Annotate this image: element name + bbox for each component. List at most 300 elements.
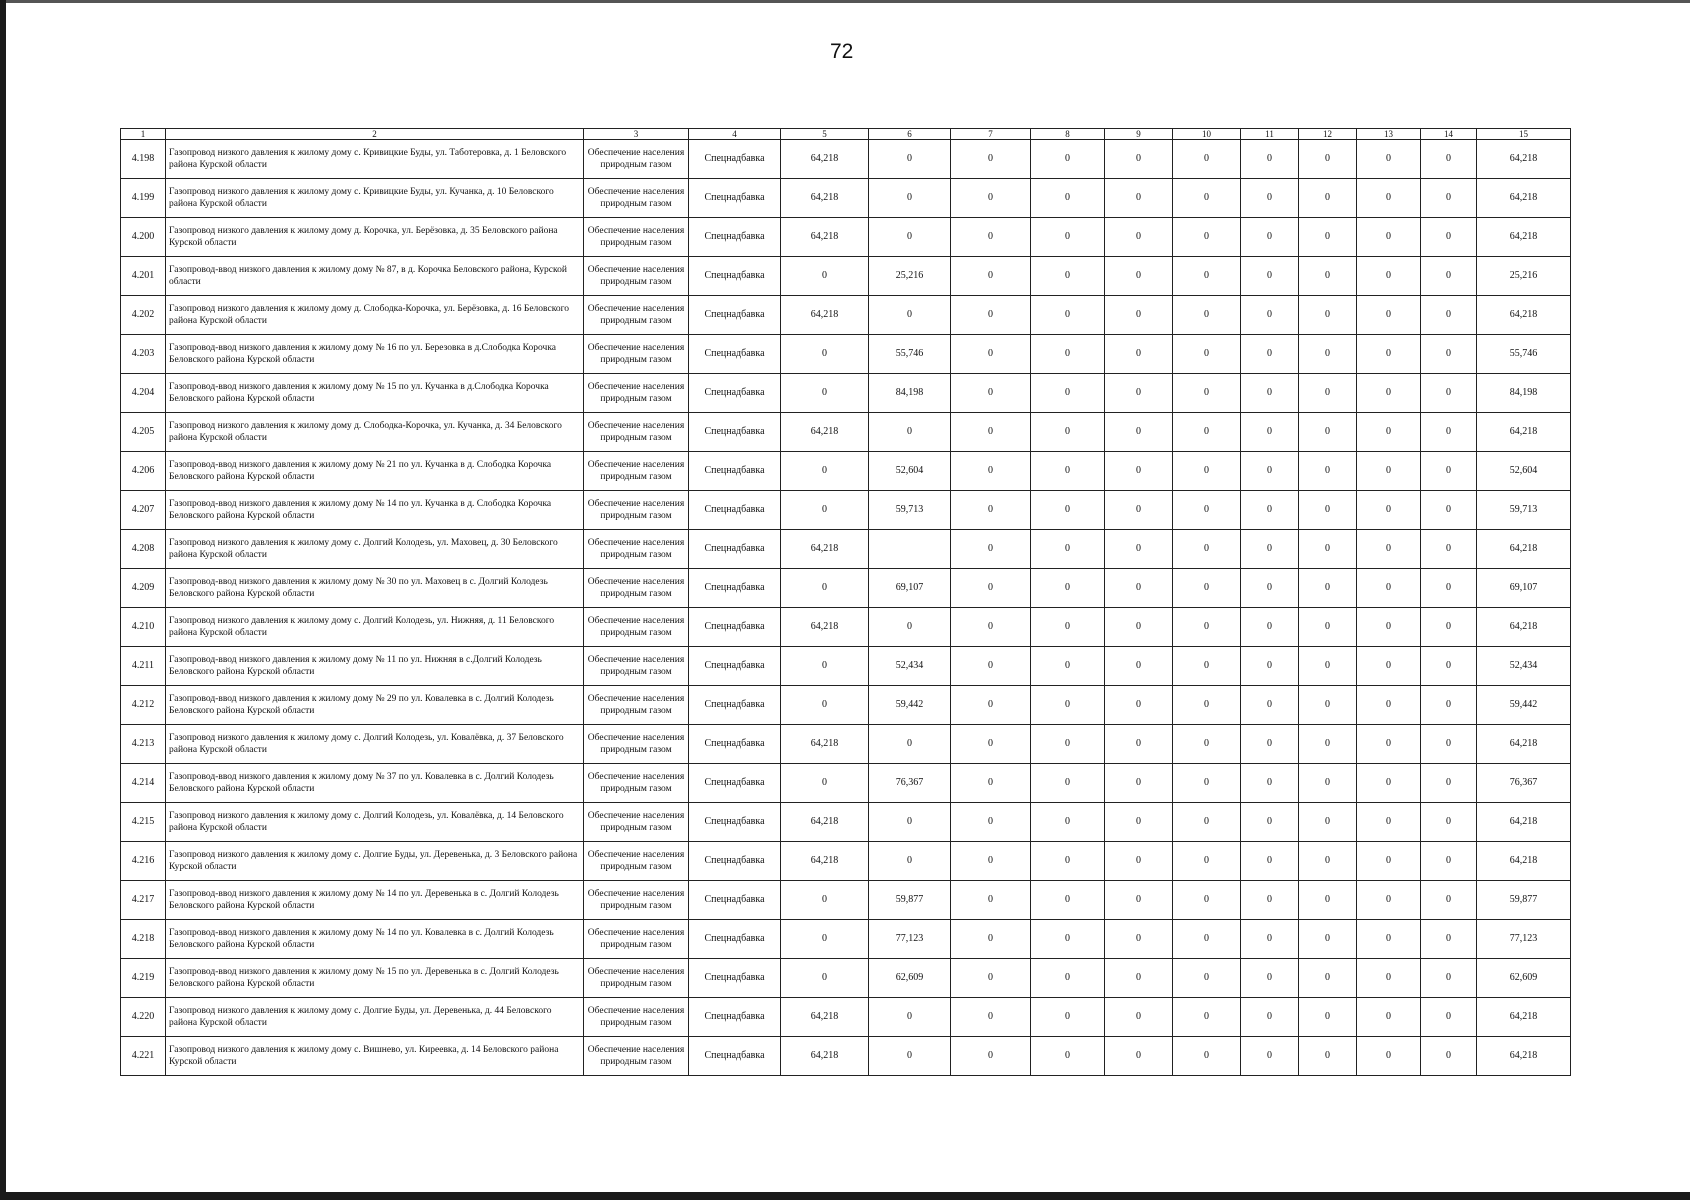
value-col-12-cell: 0: [1299, 1037, 1357, 1076]
page-left-edge: [0, 0, 6, 1200]
table-row: [121, 413, 1571, 452]
value-col-10-cell: 0: [1173, 179, 1241, 218]
object-name-cell: Газопровод-ввод низкого давления к жилому дому № 30 по ул. Маховец в с. Долгий Колодезь Беловского района Курской области: [166, 569, 584, 608]
value-col-13-cell: 0: [1357, 374, 1421, 413]
page-top-edge: [0, 0, 1690, 3]
value-col-14-cell: 0: [1421, 179, 1477, 218]
value-col-7-cell: 0: [951, 1037, 1031, 1076]
funding-source-cell: Спецнадбавка: [689, 491, 781, 530]
value-col-10-cell: 0: [1173, 608, 1241, 647]
row-id-cell: 4.202: [121, 296, 166, 335]
value-col-9-cell: 0: [1105, 764, 1173, 803]
value-col-10-cell: 0: [1173, 413, 1241, 452]
value-col-13-cell: 0: [1357, 764, 1421, 803]
value-col-14-cell: 0: [1421, 764, 1477, 803]
value-col-14-cell: 0: [1421, 881, 1477, 920]
funding-source-cell: Спецнадбавка: [689, 218, 781, 257]
value-col-14-cell: 0: [1421, 647, 1477, 686]
value-col-9-cell: 0: [1105, 530, 1173, 569]
value-col-10-cell: 0: [1173, 374, 1241, 413]
value-col-7-cell: 0: [951, 530, 1031, 569]
value-col-12-cell: 0: [1299, 686, 1357, 725]
value-col-5-cell: 64,218: [781, 179, 869, 218]
value-col-8-cell: 0: [1031, 920, 1105, 959]
object-name-cell: Газопровод-ввод низкого давления к жилому дому № 15 по ул. Кучанка в д.Слободка Корочка Беловского района Курской области: [166, 374, 584, 413]
value-col-12-cell: 0: [1299, 881, 1357, 920]
table-row: [121, 608, 1571, 647]
table-body: [121, 140, 1571, 1076]
value-col-11-cell: 0: [1241, 1037, 1299, 1076]
purpose-cell: Обеспечение населения природным газом: [584, 296, 689, 335]
row-id-cell: 4.204: [121, 374, 166, 413]
value-col-6-cell: 0: [869, 413, 951, 452]
value-col-13-cell: 0: [1357, 335, 1421, 374]
value-col-5-cell: 0: [781, 764, 869, 803]
value-col-7-cell: 0: [951, 569, 1031, 608]
value-col-8-cell: 0: [1031, 218, 1105, 257]
value-col-10-cell: 0: [1173, 257, 1241, 296]
row-id-cell: 4.207: [121, 491, 166, 530]
value-col-12-cell: 0: [1299, 218, 1357, 257]
value-col-14-cell: 0: [1421, 413, 1477, 452]
row-id-cell: 4.210: [121, 608, 166, 647]
value-col-10-cell: 0: [1173, 530, 1241, 569]
value-col-10-cell: 0: [1173, 842, 1241, 881]
value-col-14-cell: 0: [1421, 569, 1477, 608]
object-name-cell: Газопровод низкого давления к жилому дому с. Долгие Буды, ул. Деревенька, д. 44 Беловского района Курской области: [166, 998, 584, 1037]
value-col-8-cell: 0: [1031, 374, 1105, 413]
value-col-11-cell: 0: [1241, 998, 1299, 1037]
page-bottom-edge: [0, 1192, 1690, 1200]
value-col-8-cell: 0: [1031, 296, 1105, 335]
column-header: 10: [1173, 129, 1241, 140]
value-col-14-cell: 0: [1421, 725, 1477, 764]
value-col-5-cell: 0: [781, 881, 869, 920]
value-col-11-cell: 0: [1241, 803, 1299, 842]
value-col-9-cell: 0: [1105, 296, 1173, 335]
value-col-11-cell: 0: [1241, 842, 1299, 881]
column-header: 11: [1241, 129, 1299, 140]
value-col-5-cell: 64,218: [781, 803, 869, 842]
object-name-cell: Газопровод низкого давления к жилому дому с. Вишнево, ул. Киреевка, д. 14 Беловского района Курской области: [166, 1037, 584, 1076]
value-col-6-cell: 84,198: [869, 374, 951, 413]
total-value-cell: 59,713: [1477, 491, 1571, 530]
column-number-row: [121, 129, 1571, 140]
value-col-7-cell: 0: [951, 335, 1031, 374]
value-col-11-cell: 0: [1241, 335, 1299, 374]
value-col-12-cell: 0: [1299, 335, 1357, 374]
value-col-7-cell: 0: [951, 959, 1031, 998]
value-col-9-cell: 0: [1105, 647, 1173, 686]
value-col-9-cell: 0: [1105, 881, 1173, 920]
value-col-14-cell: 0: [1421, 998, 1477, 1037]
object-name-cell: Газопровод низкого давления к жилому дому с. Долгий Колодезь, ул. Нижняя, д. 11 Беловского района Курской области: [166, 608, 584, 647]
purpose-cell: Обеспечение населения природным газом: [584, 686, 689, 725]
value-col-10-cell: 0: [1173, 647, 1241, 686]
value-col-10-cell: 0: [1173, 686, 1241, 725]
purpose-cell: Обеспечение населения природным газом: [584, 140, 689, 179]
purpose-cell: Обеспечение населения природным газом: [584, 530, 689, 569]
value-col-13-cell: 0: [1357, 647, 1421, 686]
value-col-11-cell: 0: [1241, 881, 1299, 920]
object-name-cell: Газопровод-ввод низкого давления к жилому дому № 87, в д. Корочка Беловского района, Курской области: [166, 257, 584, 296]
row-id-cell: 4.200: [121, 218, 166, 257]
funding-source-cell: Спецнадбавка: [689, 686, 781, 725]
value-col-6-cell: 62,609: [869, 959, 951, 998]
column-header: 1: [121, 129, 166, 140]
funding-source-cell: Спецнадбавка: [689, 530, 781, 569]
table-row: [121, 959, 1571, 998]
value-col-12-cell: 0: [1299, 413, 1357, 452]
value-col-5-cell: 0: [781, 920, 869, 959]
value-col-5-cell: 0: [781, 647, 869, 686]
value-col-14-cell: 0: [1421, 530, 1477, 569]
value-col-14-cell: 0: [1421, 920, 1477, 959]
table-row: [121, 764, 1571, 803]
row-id-cell: 4.205: [121, 413, 166, 452]
value-col-8-cell: 0: [1031, 569, 1105, 608]
total-value-cell: 76,367: [1477, 764, 1571, 803]
value-col-13-cell: 0: [1357, 725, 1421, 764]
funding-source-cell: Спецнадбавка: [689, 335, 781, 374]
value-col-9-cell: 0: [1105, 608, 1173, 647]
page-number: 72: [830, 40, 854, 63]
value-col-5-cell: 0: [781, 491, 869, 530]
total-value-cell: 77,123: [1477, 920, 1571, 959]
value-col-14-cell: 0: [1421, 959, 1477, 998]
row-id-cell: 4.201: [121, 257, 166, 296]
value-col-8-cell: 0: [1031, 179, 1105, 218]
value-col-12-cell: 0: [1299, 374, 1357, 413]
value-col-9-cell: 0: [1105, 452, 1173, 491]
value-col-6-cell: 0: [869, 803, 951, 842]
column-header: 4: [689, 129, 781, 140]
value-col-13-cell: 0: [1357, 218, 1421, 257]
value-col-7-cell: 0: [951, 179, 1031, 218]
purpose-cell: Обеспечение населения природным газом: [584, 413, 689, 452]
row-id-cell: 4.215: [121, 803, 166, 842]
total-value-cell: 64,218: [1477, 296, 1571, 335]
object-name-cell: Газопровод низкого давления к жилому дому д. Слободка-Корочка, ул. Кучанка, д. 34 Беловского района Курской области: [166, 413, 584, 452]
value-col-12-cell: 0: [1299, 530, 1357, 569]
value-col-8-cell: 0: [1031, 647, 1105, 686]
value-col-7-cell: 0: [951, 803, 1031, 842]
object-name-cell: Газопровод-ввод низкого давления к жилому дому № 29 по ул. Ковалевка в с. Долгий Колодезь Беловского района Курской области: [166, 686, 584, 725]
funding-source-cell: Спецнадбавка: [689, 140, 781, 179]
value-col-8-cell: 0: [1031, 725, 1105, 764]
table-row: [121, 530, 1571, 569]
value-col-8-cell: 0: [1031, 881, 1105, 920]
value-col-13-cell: 0: [1357, 959, 1421, 998]
value-col-7-cell: 0: [951, 491, 1031, 530]
value-col-5-cell: 0: [781, 335, 869, 374]
value-col-8-cell: 0: [1031, 803, 1105, 842]
value-col-13-cell: 0: [1357, 686, 1421, 725]
column-header: 9: [1105, 129, 1173, 140]
value-col-7-cell: 0: [951, 218, 1031, 257]
funding-source-cell: Спецнадбавка: [689, 257, 781, 296]
purpose-cell: Обеспечение населения природным газом: [584, 452, 689, 491]
row-id-cell: 4.203: [121, 335, 166, 374]
value-col-5-cell: 0: [781, 569, 869, 608]
funding-source-cell: Спецнадбавка: [689, 959, 781, 998]
value-col-6-cell: 52,434: [869, 647, 951, 686]
value-col-6-cell: 0: [869, 140, 951, 179]
total-value-cell: 55,746: [1477, 335, 1571, 374]
value-col-12-cell: 0: [1299, 764, 1357, 803]
value-col-5-cell: 64,218: [781, 1037, 869, 1076]
value-col-13-cell: 0: [1357, 803, 1421, 842]
object-name-cell: Газопровод-ввод низкого давления к жилому дому № 21 по ул. Кучанка в д. Слободка Корочка Беловского района Курской области: [166, 452, 584, 491]
value-col-8-cell: 0: [1031, 959, 1105, 998]
total-value-cell: 64,218: [1477, 413, 1571, 452]
value-col-6-cell: 55,746: [869, 335, 951, 374]
purpose-cell: Обеспечение населения природным газом: [584, 569, 689, 608]
value-col-10-cell: 0: [1173, 1037, 1241, 1076]
value-col-10-cell: 0: [1173, 335, 1241, 374]
table-row: [121, 491, 1571, 530]
value-col-9-cell: 0: [1105, 257, 1173, 296]
value-col-11-cell: 0: [1241, 491, 1299, 530]
column-header: 2: [166, 129, 584, 140]
row-id-cell: 4.216: [121, 842, 166, 881]
value-col-9-cell: 0: [1105, 1037, 1173, 1076]
value-col-10-cell: 0: [1173, 218, 1241, 257]
value-col-6-cell: 59,877: [869, 881, 951, 920]
value-col-11-cell: 0: [1241, 296, 1299, 335]
value-col-9-cell: 0: [1105, 842, 1173, 881]
funding-source-cell: Спецнадбавка: [689, 725, 781, 764]
value-col-12-cell: 0: [1299, 842, 1357, 881]
object-name-cell: Газопровод низкого давления к жилому дому д. Слободка-Корочка, ул. Берёзовка, д. 16 Беловского района Курской области: [166, 296, 584, 335]
value-col-5-cell: 64,218: [781, 413, 869, 452]
value-col-12-cell: 0: [1299, 257, 1357, 296]
purpose-cell: Обеспечение населения природным газом: [584, 959, 689, 998]
table-row: [121, 881, 1571, 920]
value-col-12-cell: 0: [1299, 725, 1357, 764]
table-row: [121, 179, 1571, 218]
value-col-14-cell: 0: [1421, 1037, 1477, 1076]
object-name-cell: Газопровод-ввод низкого давления к жилому дому № 14 по ул. Кучанка в д. Слободка Корочка Беловского района Курской области: [166, 491, 584, 530]
value-col-12-cell: 0: [1299, 452, 1357, 491]
value-col-14-cell: 0: [1421, 608, 1477, 647]
value-col-13-cell: 0: [1357, 140, 1421, 179]
value-col-5-cell: 0: [781, 959, 869, 998]
total-value-cell: 62,609: [1477, 959, 1571, 998]
value-col-11-cell: 0: [1241, 257, 1299, 296]
value-col-14-cell: 0: [1421, 140, 1477, 179]
value-col-12-cell: 0: [1299, 803, 1357, 842]
value-col-14-cell: 0: [1421, 335, 1477, 374]
table-row: [121, 569, 1571, 608]
column-header: 6: [869, 129, 951, 140]
table-row: [121, 218, 1571, 257]
value-col-6-cell: 0: [869, 179, 951, 218]
value-col-6-cell: 59,713: [869, 491, 951, 530]
value-col-5-cell: 64,218: [781, 296, 869, 335]
total-value-cell: 64,218: [1477, 725, 1571, 764]
value-col-12-cell: 0: [1299, 296, 1357, 335]
funding-source-cell: Спецнадбавка: [689, 647, 781, 686]
value-col-14-cell: 0: [1421, 218, 1477, 257]
table-row: [121, 920, 1571, 959]
value-col-14-cell: 0: [1421, 296, 1477, 335]
value-col-9-cell: 0: [1105, 959, 1173, 998]
row-id-cell: 4.214: [121, 764, 166, 803]
value-col-12-cell: 0: [1299, 998, 1357, 1037]
value-col-13-cell: 0: [1357, 569, 1421, 608]
value-col-13-cell: 0: [1357, 998, 1421, 1037]
value-col-11-cell: 0: [1241, 647, 1299, 686]
value-col-14-cell: 0: [1421, 374, 1477, 413]
purpose-cell: Обеспечение населения природным газом: [584, 647, 689, 686]
value-col-10-cell: 0: [1173, 881, 1241, 920]
table-row: [121, 842, 1571, 881]
value-col-6-cell: 0: [869, 998, 951, 1037]
row-id-cell: 4.199: [121, 179, 166, 218]
purpose-cell: Обеспечение населения природным газом: [584, 998, 689, 1037]
value-col-12-cell: 0: [1299, 647, 1357, 686]
value-col-8-cell: 0: [1031, 998, 1105, 1037]
object-name-cell: Газопровод-ввод низкого давления к жилому дому № 16 по ул. Березовка в д.Слободка Корочка Беловского района Курской области: [166, 335, 584, 374]
value-col-7-cell: 0: [951, 140, 1031, 179]
value-col-7-cell: 0: [951, 920, 1031, 959]
value-col-8-cell: 0: [1031, 491, 1105, 530]
funding-source-cell: Спецнадбавка: [689, 1037, 781, 1076]
row-id-cell: 4.220: [121, 998, 166, 1037]
value-col-5-cell: 64,218: [781, 218, 869, 257]
value-col-11-cell: 0: [1241, 179, 1299, 218]
funding-source-cell: Спецнадбавка: [689, 374, 781, 413]
value-col-7-cell: 0: [951, 842, 1031, 881]
total-value-cell: 52,604: [1477, 452, 1571, 491]
value-col-5-cell: 0: [781, 686, 869, 725]
value-col-9-cell: 0: [1105, 725, 1173, 764]
value-col-7-cell: 0: [951, 374, 1031, 413]
total-value-cell: 64,218: [1477, 530, 1571, 569]
table-row: [121, 725, 1571, 764]
value-col-11-cell: 0: [1241, 725, 1299, 764]
value-col-10-cell: 0: [1173, 998, 1241, 1037]
total-value-cell: 52,434: [1477, 647, 1571, 686]
column-header: 8: [1031, 129, 1105, 140]
value-col-8-cell: 0: [1031, 842, 1105, 881]
value-col-6-cell: 59,442: [869, 686, 951, 725]
funding-source-cell: Спецнадбавка: [689, 920, 781, 959]
value-col-10-cell: 0: [1173, 140, 1241, 179]
purpose-cell: Обеспечение населения природным газом: [584, 179, 689, 218]
funding-source-cell: Спецнадбавка: [689, 608, 781, 647]
funding-source-cell: Спецнадбавка: [689, 881, 781, 920]
value-col-12-cell: 0: [1299, 959, 1357, 998]
row-id-cell: 4.198: [121, 140, 166, 179]
value-col-8-cell: 0: [1031, 140, 1105, 179]
funding-source-cell: Спецнадбавка: [689, 179, 781, 218]
value-col-9-cell: 0: [1105, 569, 1173, 608]
value-col-6-cell: 0: [869, 725, 951, 764]
value-col-11-cell: 0: [1241, 686, 1299, 725]
purpose-cell: Обеспечение населения природным газом: [584, 725, 689, 764]
column-header: 5: [781, 129, 869, 140]
value-col-12-cell: 0: [1299, 491, 1357, 530]
object-name-cell: Газопровод низкого давления к жилому дому с. Долгие Буды, ул. Деревенька, д. 3 Беловского района Курской области: [166, 842, 584, 881]
value-col-13-cell: 0: [1357, 491, 1421, 530]
total-value-cell: 64,218: [1477, 608, 1571, 647]
value-col-5-cell: 64,218: [781, 998, 869, 1037]
value-col-7-cell: 0: [951, 608, 1031, 647]
value-col-10-cell: 0: [1173, 452, 1241, 491]
row-id-cell: 4.206: [121, 452, 166, 491]
value-col-9-cell: 0: [1105, 335, 1173, 374]
value-col-7-cell: 0: [951, 725, 1031, 764]
total-value-cell: 64,218: [1477, 140, 1571, 179]
value-col-7-cell: 0: [951, 647, 1031, 686]
total-value-cell: 69,107: [1477, 569, 1571, 608]
value-col-8-cell: 0: [1031, 530, 1105, 569]
value-col-12-cell: 0: [1299, 569, 1357, 608]
purpose-cell: Обеспечение населения природным газом: [584, 374, 689, 413]
row-id-cell: 4.219: [121, 959, 166, 998]
value-col-5-cell: 64,218: [781, 530, 869, 569]
value-col-12-cell: 0: [1299, 179, 1357, 218]
value-col-13-cell: 0: [1357, 1037, 1421, 1076]
value-col-10-cell: 0: [1173, 296, 1241, 335]
row-id-cell: 4.213: [121, 725, 166, 764]
value-col-6-cell: 69,107: [869, 569, 951, 608]
funding-source-cell: Спецнадбавка: [689, 296, 781, 335]
value-col-8-cell: 0: [1031, 1037, 1105, 1076]
value-col-10-cell: 0: [1173, 803, 1241, 842]
purpose-cell: Обеспечение населения природным газом: [584, 1037, 689, 1076]
total-value-cell: 59,442: [1477, 686, 1571, 725]
value-col-7-cell: 0: [951, 257, 1031, 296]
value-col-7-cell: 0: [951, 686, 1031, 725]
value-col-10-cell: 0: [1173, 764, 1241, 803]
value-col-9-cell: 0: [1105, 140, 1173, 179]
column-header: 12: [1299, 129, 1357, 140]
value-col-6-cell: 0: [869, 1037, 951, 1076]
value-col-6-cell: 76,367: [869, 764, 951, 803]
value-col-11-cell: 0: [1241, 569, 1299, 608]
value-col-7-cell: 0: [951, 764, 1031, 803]
total-value-cell: 84,198: [1477, 374, 1571, 413]
value-col-13-cell: 0: [1357, 608, 1421, 647]
column-header: 13: [1357, 129, 1421, 140]
object-name-cell: Газопровод-ввод низкого давления к жилому дому № 11 по ул. Нижняя в с.Долгий Колодезь Беловского района Курской области: [166, 647, 584, 686]
total-value-cell: 64,218: [1477, 218, 1571, 257]
value-col-11-cell: 0: [1241, 413, 1299, 452]
value-col-12-cell: 0: [1299, 920, 1357, 959]
row-id-cell: 4.221: [121, 1037, 166, 1076]
table-row: [121, 335, 1571, 374]
object-name-cell: Газопровод низкого давления к жилому дому с. Кривицкие Буды, ул. Кучанка, д. 10 Беловского района Курской области: [166, 179, 584, 218]
value-col-13-cell: 0: [1357, 842, 1421, 881]
value-col-7-cell: 0: [951, 452, 1031, 491]
value-col-10-cell: 0: [1173, 569, 1241, 608]
value-col-9-cell: 0: [1105, 803, 1173, 842]
value-col-13-cell: 0: [1357, 257, 1421, 296]
value-col-5-cell: 0: [781, 257, 869, 296]
value-col-9-cell: 0: [1105, 998, 1173, 1037]
value-col-8-cell: 0: [1031, 257, 1105, 296]
value-col-14-cell: 0: [1421, 452, 1477, 491]
value-col-5-cell: 0: [781, 374, 869, 413]
object-name-cell: Газопровод низкого давления к жилому дому с. Долгий Колодезь, ул. Ковалёвка, д. 37 Беловского района Курской области: [166, 725, 584, 764]
value-col-10-cell: 0: [1173, 959, 1241, 998]
object-name-cell: Газопровод низкого давления к жилому дому с. Кривицкие Буды, ул. Таботеровка, д. 1 Беловского района Курской области: [166, 140, 584, 179]
total-value-cell: 64,218: [1477, 998, 1571, 1037]
total-value-cell: 25,216: [1477, 257, 1571, 296]
